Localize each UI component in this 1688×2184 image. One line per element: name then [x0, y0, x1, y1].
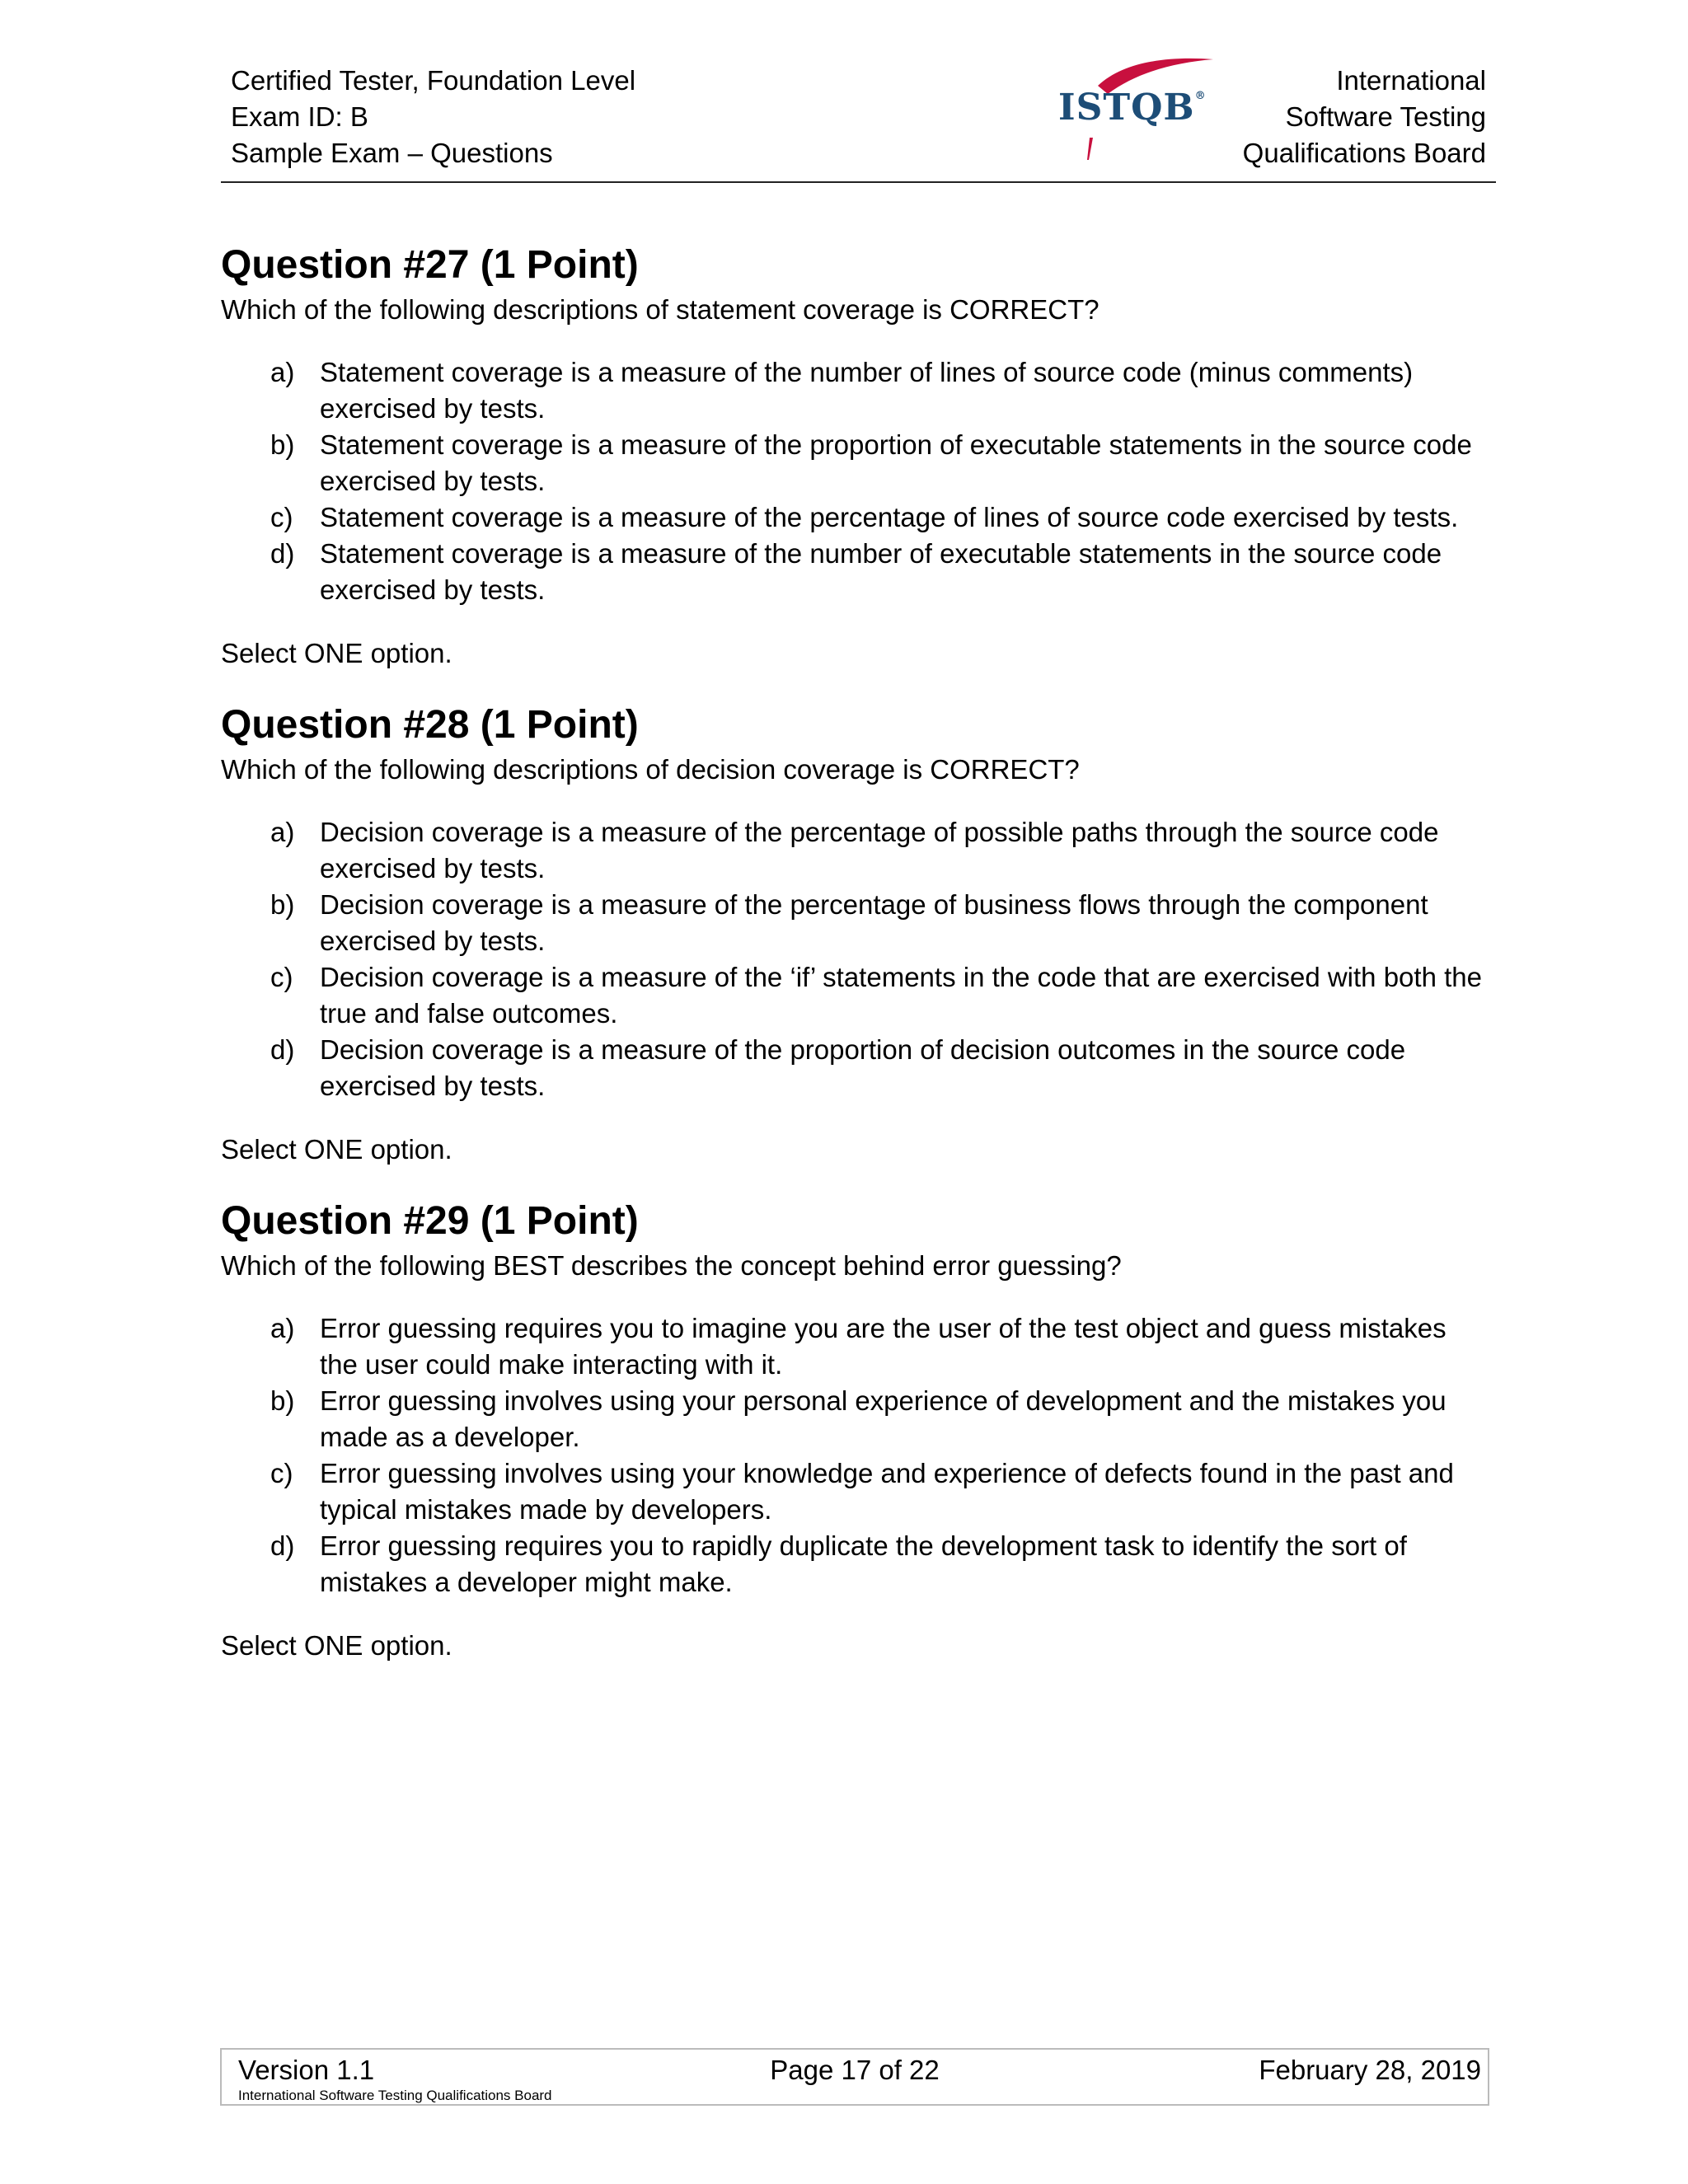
logo-wordmark-text: ISTQB: [1058, 87, 1195, 129]
logo-wordmark: [1058, 87, 1207, 129]
header-exam-id: Exam ID: B: [231, 101, 368, 132]
header-right-block: [1243, 63, 1486, 171]
option-d: [221, 1528, 1482, 1601]
select-instruction: Select ONE option.: [221, 638, 452, 668]
question-prompt: Which of the following BEST describes the concept behind error guessing?: [221, 1250, 1122, 1281]
header-org-line-1: International: [1336, 65, 1486, 96]
option-text: Error guessing requires you to imagine you are the user of the test object and guess mistakes the user could make interacting with it.: [320, 1313, 1447, 1380]
question-gap: [221, 1168, 1482, 1195]
option-c: [221, 499, 1482, 536]
option-letter: b): [270, 429, 295, 460]
header-certification: Certified Tester, Foundation Level: [231, 65, 636, 96]
option-letter: b): [270, 1385, 295, 1416]
option-text: Statement coverage is a measure of the number of lines of source code (minus comments) exercised by tests.: [320, 357, 1414, 424]
header-doc-type: Sample Exam – Questions: [231, 138, 553, 168]
option-letter: a): [270, 1313, 295, 1343]
option-a: [221, 814, 1482, 887]
option-c: [221, 959, 1482, 1032]
option-list: [221, 354, 1482, 608]
option-list: [221, 1310, 1482, 1601]
question-28: [221, 699, 1482, 1168]
option-text: Decision coverage is a measure of the proportion of decision outcomes in the source code exercised by tests.: [320, 1034, 1406, 1101]
footer-version: Version 1.1: [238, 2055, 375, 2085]
header-org-line-3: Qualifications Board: [1242, 138, 1486, 168]
question-title: Question #28 (1 Point): [221, 703, 639, 747]
option-text: Error guessing involves using your knowledge and experience of defects found in the past and typical mistakes made by developers.: [320, 1458, 1454, 1525]
header-left-block: [231, 63, 635, 171]
footer-organization: International Software Testing Qualifications Board: [238, 2088, 552, 2103]
option-b: [221, 427, 1482, 499]
select-instruction: Select ONE option.: [221, 1630, 452, 1661]
question-gap: [221, 672, 1482, 699]
option-b: [221, 887, 1482, 959]
option-text: Error guessing requires you to rapidly duplicate the development task to identify the sort of mistakes a developer might make.: [320, 1530, 1407, 1597]
option-b: [221, 1383, 1482, 1455]
question-29: [221, 1195, 1482, 1664]
option-a: [221, 354, 1482, 427]
option-letter: d): [270, 1530, 295, 1561]
page-header: [221, 63, 1496, 184]
option-text: Decision coverage is a measure of the ‘if’ statements in the code that are exercised with both the true and false outcomes.: [320, 962, 1482, 1029]
question-title: Question #27 (1 Point): [221, 243, 639, 287]
option-text: Statement coverage is a measure of the percentage of lines of source code exercised by tests.: [320, 502, 1459, 532]
option-d: [221, 1032, 1482, 1104]
footer-page-number: Page 17 of 22: [770, 2055, 940, 2085]
option-letter: d): [270, 538, 295, 569]
option-letter: d): [270, 1034, 295, 1065]
option-letter: a): [270, 357, 295, 387]
option-letter: a): [270, 817, 295, 847]
page-footer: [220, 2048, 1489, 2106]
logo-registered-mark: ®: [1194, 90, 1207, 102]
option-letter: c): [270, 502, 293, 532]
option-d: [221, 536, 1482, 608]
footer-date: February 28, 2019: [1259, 2055, 1481, 2085]
question-prompt: Which of the following descriptions of statement coverage is CORRECT?: [221, 294, 1100, 325]
option-a: [221, 1310, 1482, 1383]
select-instruction: Select ONE option.: [221, 1134, 452, 1165]
question-title: Question #29 (1 Point): [221, 1199, 639, 1243]
question-prompt: Which of the following descriptions of decision coverage is CORRECT?: [221, 754, 1080, 785]
option-letter: c): [270, 962, 293, 992]
option-letter: b): [270, 889, 295, 920]
option-text: Statement coverage is a measure of the number of executable statements in the source code exercised by tests.: [320, 538, 1442, 605]
istqb-logo: [1058, 51, 1223, 175]
option-list: [221, 814, 1482, 1104]
option-text: Decision coverage is a measure of the percentage of business flows through the component exercised by tests.: [320, 889, 1428, 956]
option-letter: c): [270, 1458, 293, 1488]
option-c: [221, 1455, 1482, 1528]
page-content: [221, 239, 1482, 1664]
header-divider: [221, 181, 1496, 183]
option-text: Decision coverage is a measure of the percentage of possible paths through the source code exercised by tests.: [320, 817, 1439, 883]
option-text: Statement coverage is a measure of the proportion of executable statements in the source code exercised by tests.: [320, 429, 1472, 496]
header-org-line-2: Software Testing: [1285, 101, 1486, 132]
option-text: Error guessing involves using your personal experience of development and the mistakes you made as a developer.: [320, 1385, 1447, 1452]
question-27: [221, 239, 1482, 672]
